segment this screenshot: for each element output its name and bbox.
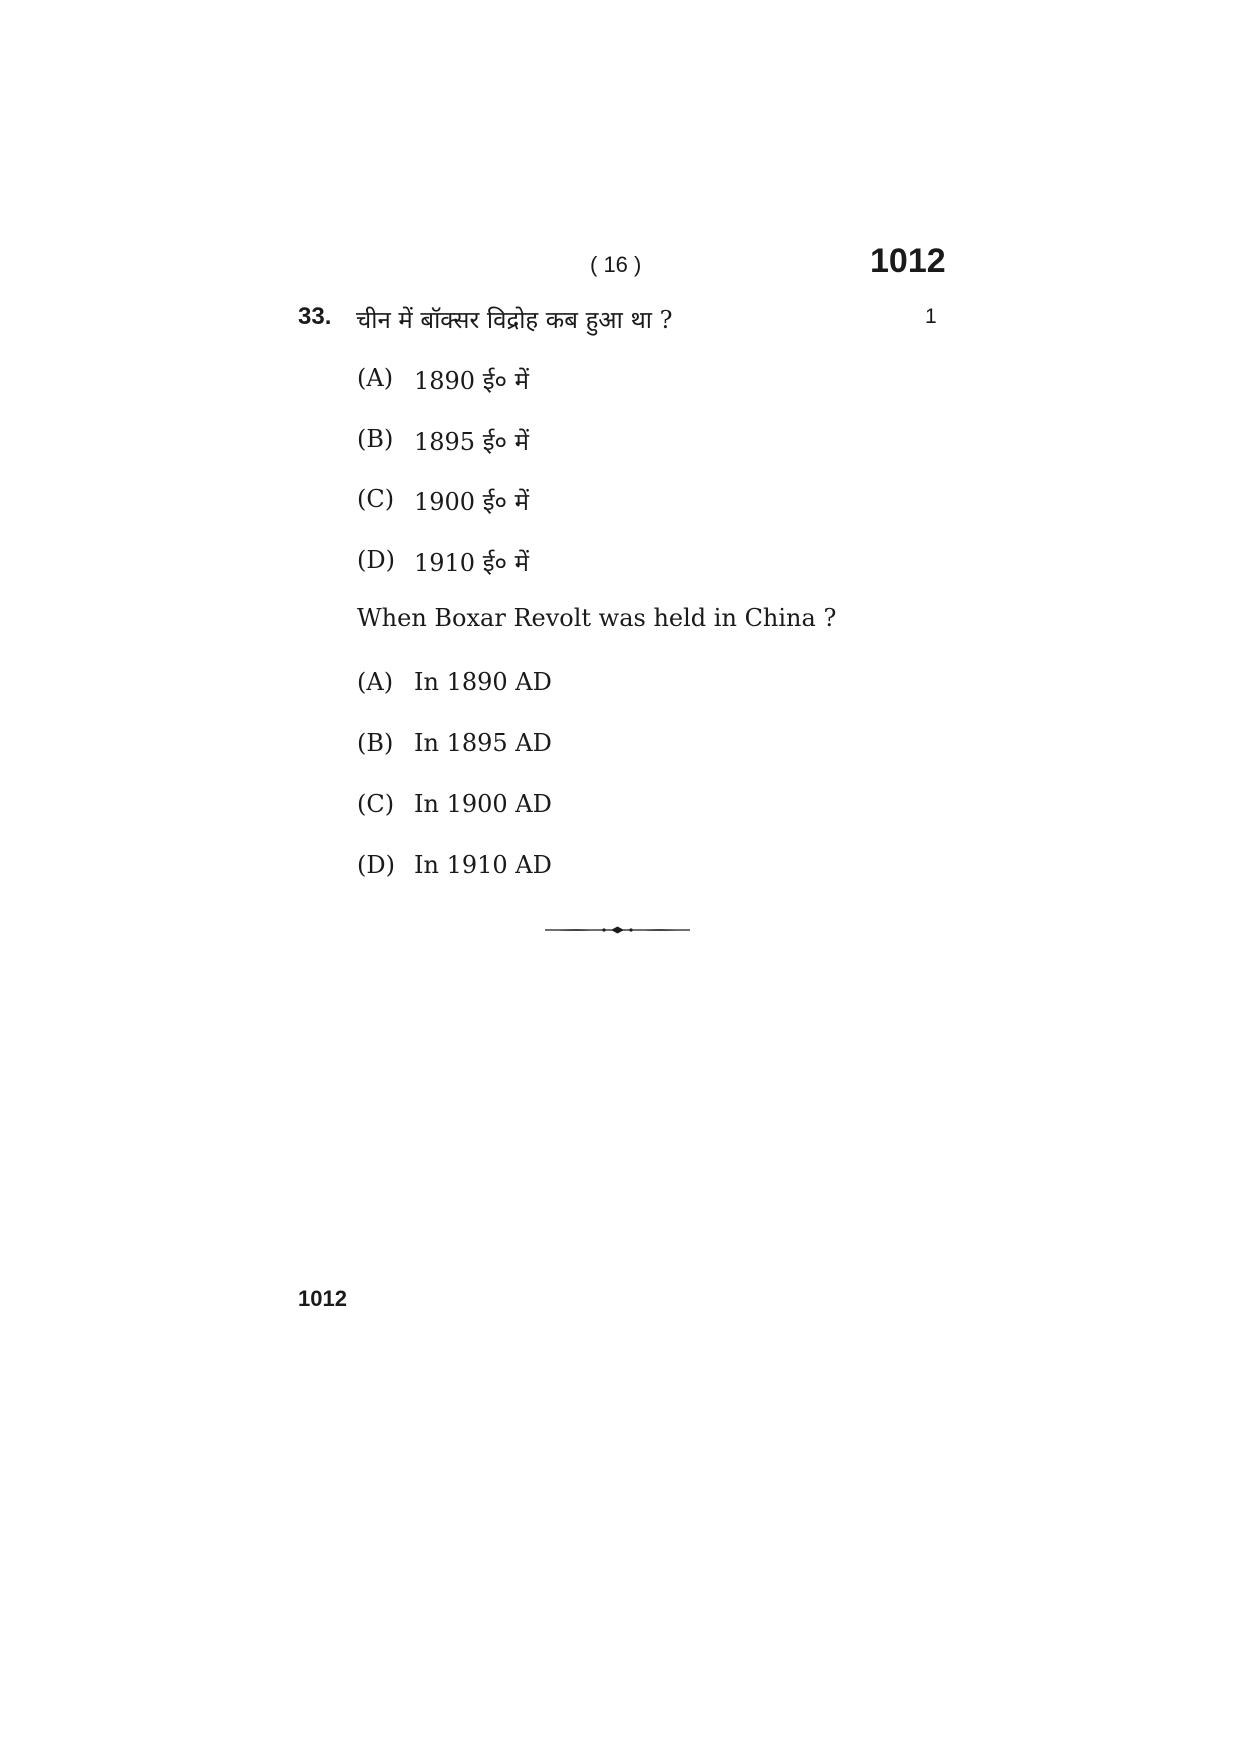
option-letter: (B) — [357, 729, 394, 757]
option-letter: (C) — [357, 790, 395, 818]
option-letter: (D) — [357, 546, 395, 574]
option-text: In 1895 AD — [414, 729, 552, 757]
paper-code-header: 1012 — [870, 242, 946, 280]
option-text: 1890 ई० में — [414, 367, 529, 395]
option-letter: (D) — [357, 851, 395, 879]
question-number: 33. — [298, 303, 332, 330]
option-text: 1900 ई० में — [414, 488, 529, 516]
option-hindi-d — [357, 546, 529, 577]
option-text: In 1900 AD — [414, 790, 552, 818]
end-ornament-divider — [545, 922, 690, 938]
option-text: 1895 ई० में — [414, 428, 529, 456]
option-english-d — [357, 851, 552, 879]
question-text-english: When Boxar Revolt was held in China ? — [357, 604, 837, 632]
option-english-b — [357, 729, 552, 757]
option-text: 1910 ई० में — [414, 549, 529, 577]
option-english-c — [357, 790, 552, 818]
option-letter: (B) — [357, 425, 394, 453]
question-marks: 1 — [925, 305, 937, 328]
page-number: ( 16 ) — [590, 252, 642, 277]
paper-code-footer: 1012 — [298, 1286, 347, 1311]
option-hindi-b — [357, 425, 529, 456]
question-text-hindi: चीन में बॉक्सर विद्रोह कब हुआ था ? — [356, 306, 673, 334]
option-letter: (C) — [357, 485, 395, 513]
option-english-a — [357, 668, 552, 696]
option-hindi-c — [357, 485, 529, 516]
option-text: In 1910 AD — [414, 851, 552, 879]
option-text: In 1890 AD — [414, 668, 552, 696]
option-letter: (A) — [357, 668, 394, 696]
option-letter: (A) — [357, 364, 394, 392]
option-hindi-a — [357, 364, 529, 395]
